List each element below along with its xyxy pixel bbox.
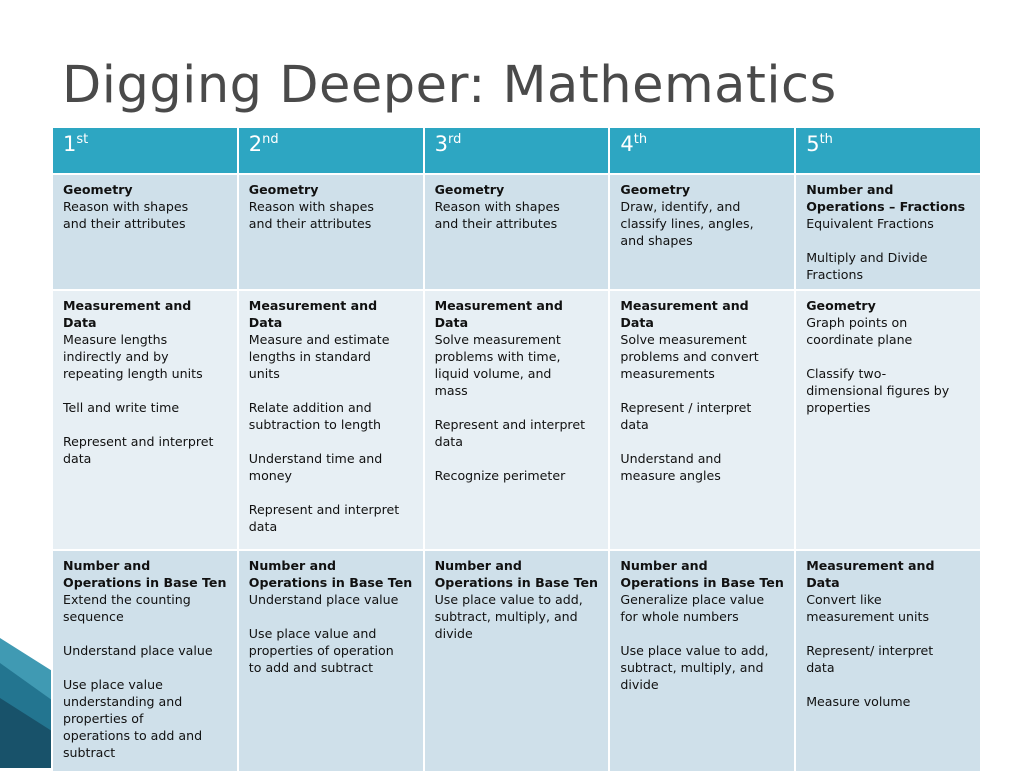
cell-text: understanding and xyxy=(63,694,183,709)
cell-text: to add and subtract xyxy=(248,660,374,675)
line-gap xyxy=(806,625,972,642)
cell-heading: Measurement and Data xyxy=(248,298,378,330)
line-gap xyxy=(249,433,415,450)
cell-text: Fractions xyxy=(806,267,864,282)
cell-text: Use place value to add, xyxy=(620,643,769,658)
cell-text: mass xyxy=(434,383,468,398)
cell-text: Represent and interpret xyxy=(63,434,214,449)
cell-text: Understand place value xyxy=(63,643,213,658)
cell-text: measure angles xyxy=(620,468,721,483)
line-gap xyxy=(806,232,972,249)
cell-text: Understand place value xyxy=(248,592,399,607)
cell-text: Classify two- xyxy=(806,366,887,381)
line-gap xyxy=(806,676,972,693)
cell-text: and their attributes xyxy=(434,216,558,231)
cell-text: Measure lengths xyxy=(63,332,168,347)
cell-heading: Geometry xyxy=(434,182,505,197)
table-row xyxy=(52,174,981,290)
cell-text: problems and convert xyxy=(620,349,759,364)
cell-text: data xyxy=(63,451,92,466)
cell-text: sequence xyxy=(63,609,124,624)
cell-text: Reason with shapes xyxy=(63,199,189,214)
cell-text: Measure and estimate xyxy=(248,332,390,347)
cell-text: Reason with shapes xyxy=(248,199,374,214)
cell-heading: Operations in Base Ten xyxy=(434,575,599,590)
standard-cell xyxy=(52,290,238,550)
cell-heading: Operations in Base Ten xyxy=(63,575,227,590)
cell-text: Extend the counting xyxy=(63,592,191,607)
cell-text: data xyxy=(434,434,463,449)
cell-text: Represent/ interpret xyxy=(806,643,934,658)
cell-heading: Operations in Base Ten xyxy=(620,575,784,590)
cell-text: Understand and xyxy=(620,451,722,466)
grade-4-header: 4th xyxy=(609,127,795,174)
cell-heading: Number and xyxy=(63,558,151,573)
cell-text: dimensional figures by xyxy=(806,383,950,398)
slide-title: Digging Deeper: Mathematics xyxy=(62,56,837,115)
cell-text: coordinate plane xyxy=(806,332,913,347)
line-gap xyxy=(63,382,229,399)
cell-text: repeating length units xyxy=(63,366,203,381)
cell-text: Measure volume xyxy=(806,694,911,709)
cell-heading: Geometry xyxy=(806,298,876,313)
cell-text: Draw, identify, and xyxy=(620,199,741,214)
cell-text: Represent and interpret xyxy=(434,417,586,432)
grade-5-header: 5th xyxy=(795,127,981,174)
cell-text: and their attributes xyxy=(248,216,372,231)
table-row xyxy=(52,550,981,772)
cell-text: Graph points on xyxy=(806,315,908,330)
grade-1-header: 1st xyxy=(52,127,238,174)
cell-text: for whole numbers xyxy=(620,609,739,624)
cell-heading: Measurement and Data xyxy=(806,558,935,590)
cell-text: Solve measurement xyxy=(620,332,747,347)
standard-cell xyxy=(609,290,795,550)
cell-heading: Number and xyxy=(620,558,708,573)
cell-heading: Geometry xyxy=(248,182,319,197)
cell-text: divide xyxy=(434,626,473,641)
cell-text: Use place value xyxy=(63,677,163,692)
cell-heading: Number and xyxy=(434,558,522,573)
cell-text: Reason with shapes xyxy=(434,199,560,214)
cell-heading: Number and xyxy=(806,182,894,197)
line-gap xyxy=(620,625,786,642)
cell-heading: Geometry xyxy=(63,182,133,197)
line-gap xyxy=(249,484,415,501)
line-gap xyxy=(63,625,229,642)
cell-text: properties xyxy=(806,400,871,415)
cell-text: properties of operation xyxy=(248,643,394,658)
line-gap xyxy=(620,382,786,399)
cell-text: lengths in standard xyxy=(248,349,371,364)
line-gap xyxy=(63,416,229,433)
standard-cell xyxy=(238,174,424,290)
line-gap xyxy=(249,608,415,625)
cell-text: Represent / interpret xyxy=(620,400,752,415)
line-gap xyxy=(249,382,415,399)
cell-text: subtract xyxy=(63,745,116,760)
grade-2-header: 2nd xyxy=(238,127,424,174)
cell-text: Equivalent Fractions xyxy=(806,216,934,231)
math-standards-table xyxy=(51,126,982,773)
grade-3-header: 3rd xyxy=(424,127,610,174)
cell-text: Recognize perimeter xyxy=(434,468,566,483)
cell-text: operations to add and xyxy=(63,728,203,743)
cell-text: and shapes xyxy=(620,233,693,248)
cell-text: Use place value to add, xyxy=(434,592,583,607)
cell-text: and their attributes xyxy=(63,216,186,231)
cell-text: Multiply and Divide xyxy=(806,250,928,265)
cell-text: indirectly and by xyxy=(63,349,169,364)
cell-text: Tell and write time xyxy=(63,400,180,415)
cell-text: units xyxy=(248,366,280,381)
cell-text: subtract, multiply, and xyxy=(434,609,578,624)
standard-cell xyxy=(795,174,981,290)
standard-cell xyxy=(609,174,795,290)
cell-text: subtraction to length xyxy=(248,417,382,432)
table-row xyxy=(52,290,981,550)
standard-cell xyxy=(52,550,238,772)
cell-text: data xyxy=(248,519,278,534)
cell-text: measurements xyxy=(620,366,715,381)
cell-text: data xyxy=(806,660,835,675)
cell-heading: Operations in Base Ten xyxy=(248,575,413,590)
cell-text: Understand time and xyxy=(248,451,383,466)
cell-text: Convert like xyxy=(806,592,882,607)
cell-text: classify lines, angles, xyxy=(620,216,754,231)
cell-heading: Operations – Fractions xyxy=(806,199,966,214)
grade-header-row xyxy=(52,127,981,174)
cell-heading: Number and xyxy=(248,558,337,573)
cell-text: measurement units xyxy=(806,609,930,624)
standard-cell xyxy=(424,290,610,550)
line-gap xyxy=(435,450,601,467)
cell-text: problems with time, xyxy=(434,349,561,364)
line-gap xyxy=(806,348,972,365)
cell-text: properties of xyxy=(63,711,144,726)
cell-heading: Measurement and Data xyxy=(620,298,749,330)
standard-cell xyxy=(795,550,981,772)
cell-text: divide xyxy=(620,677,659,692)
cell-text: Generalize place value xyxy=(620,592,765,607)
standard-cell xyxy=(238,550,424,772)
cell-text: Represent and interpret xyxy=(248,502,400,517)
cell-text: Use place value and xyxy=(248,626,377,641)
cell-heading: Measurement and Data xyxy=(63,298,192,330)
cell-text: liquid volume, and xyxy=(434,366,552,381)
standard-cell xyxy=(795,290,981,550)
cell-text: data xyxy=(620,417,649,432)
cell-text: money xyxy=(248,468,292,483)
line-gap xyxy=(435,399,601,416)
cell-text: subtract, multiply, and xyxy=(620,660,764,675)
standard-cell xyxy=(238,290,424,550)
cell-text: Relate addition and xyxy=(248,400,372,415)
standard-cell xyxy=(424,550,610,772)
cell-heading: Geometry xyxy=(620,182,691,197)
standard-cell xyxy=(52,174,238,290)
standard-cell xyxy=(609,550,795,772)
standard-cell xyxy=(424,174,610,290)
cell-heading: Measurement and Data xyxy=(434,298,563,330)
line-gap xyxy=(620,433,786,450)
cell-text: Solve measurement xyxy=(434,332,561,347)
line-gap xyxy=(63,659,229,676)
